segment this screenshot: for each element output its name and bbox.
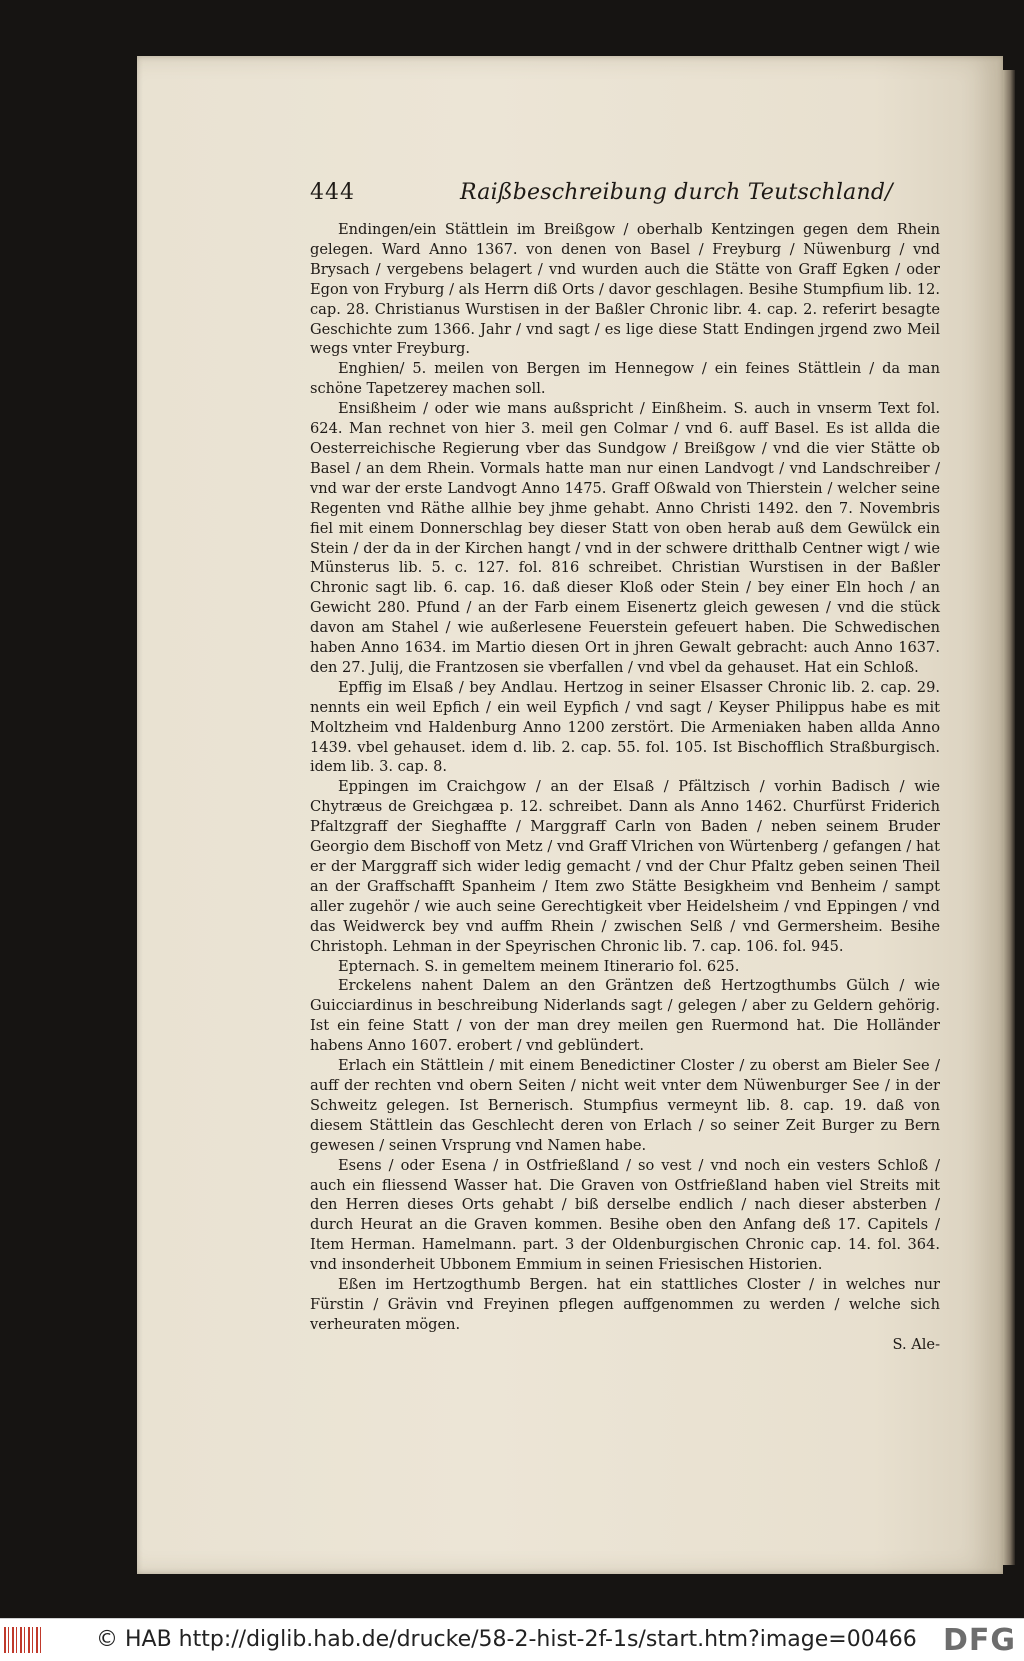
entry-endingen: Endingen/ein Stättlein im Breißgow / oberhalb Kentzingen gegen dem Rhein gelegen. Ward Anno 1367. von denen von Basel / Freyburg / Nüwenburg / vnd Brysach / vergebens belagert / vnd wurden auch die Stätte von Graff Egken / oder Egon von Fryburg / als Herrn diß Orts / davor geschlagen. Besihe Stumpfium lib. 12. cap. 28. Christianus Wurstisen in der Baßler Chronic libr. 4. cap. 2. referirt besagte Geschichte zum 1366. Jahr / vnd sagt / es lige diese Statt Endingen jrgend zwo Meil wegs vnter Freyburg. xyxy=(310,221,940,358)
source-url-link[interactable]: © HAB http://diglib.hab.de/drucke/58-2-hist-2f-1s/start.htm?image=00466 xyxy=(96,1627,917,1652)
entry-epternach: Epternach. S. in gemeltem meinem Itinerario fol. 625. xyxy=(338,957,740,975)
footer-bar xyxy=(0,1618,1024,1661)
page-text-block xyxy=(310,180,940,1355)
entry-esens: Esens / oder Esena / in Ostfrießland / so vest / vnd noch ein vesters Schloß / auch ein fliessend Wasser hat. Die Graven von Ostfrießland haben viel Streits mit den Herren dieses Orts gehabt / biß derselbe endlich / nach dieser absterben / durch Heurat an die Graven kommen. Besihe oben den Anfang deß 17. Capitels / Item Herman. Hamelmann. part. 3 der Oldenburgischen Chronic cap. 14. fol. 364. vnd insonderheit Ubbonem Emmium in seinen Friesischen Historien. xyxy=(310,1156,940,1274)
folio-number: 444 xyxy=(310,180,355,205)
entry-erlach: Erlach ein Stättlein / mit einem Benedictiner Closter / zu oberst am Bieler See / auff der rechten vnd obern Seiten / nicht weit vnter dem Nüwenburger See / in der Schweitz gelegen. Ist Bernerisch. Stumpfius vermeynt lib. 8. cap. 19. daß von diesem Stättlein das Geschlecht deren von Erlach / so seiner Zeit Burger zu Bern gewesen / seinen Vrsprung vnd Namen habe. xyxy=(310,1057,940,1154)
entry-essen: Eßen im Hertzogthumb Bergen. hat ein stattliches Closter / in welches nur Fürstin / Grävin vnd Freyinen pflegen auffgenommen zu werden / welche sich verheuraten mögen. xyxy=(310,1276,940,1333)
dfg-logo: DFG xyxy=(942,1623,1016,1658)
page-edge xyxy=(1003,70,1015,1565)
entries-list xyxy=(310,220,940,1335)
running-head xyxy=(310,180,940,212)
entry-enghien: Enghien/ 5. meilen von Bergen im Hennegow / ein feines Stättlein / da man schöne Tapetzerey machen soll. xyxy=(310,360,940,398)
entry-epffig: Epffig im Elsaß / bey Andlau. Hertzog in seiner Elsasser Chronic lib. 2. cap. 29. nennts ein weil Epfich / ein weil Eypfich / vnd sagt / Keyser Philippus habe es mit Moltzheim vnd Haldenburg Anno 1200 zerstört. Die Armeniaken haben allda Anno 1439. vbel gehauset. idem d. lib. 2. cap. 55. fol. 105. Ist Bischofflich Straßburgisch. idem lib. 3. cap. 8. xyxy=(310,678,940,776)
entry-ensisheim: Ensißheim / oder wie mans außspricht / Einßheim. S. auch in vnserm Text fol. 624. Man rechnet von hier 3. meil gen Colmar / vnd 6. auff Basel. Es ist allda die Oesterreichische Regierung vber das Sundgow / Breißgow / vnd die vier Stätte ob Basel / an dem Rhein. Vormals hatte man nur einen Landvogt / vnd Landschreiber / vnd war der erste Landvogt Anno 1475. Graff Oßwald von Thierstein / welcher seine Regenten vnd Räthe allhie bey jhme gehabt. Anno Christi 1492. den 7. Novembris fiel mit einem Donnerschlag bey dieser Statt von oben herab auß dem Gewülck ein Stein / der da in der Kirchen hangt / vnd in der schwere dritthalb Centner wigt / wie Münsterus lib. 5. c. 127. fol. 816 schreibet. Christian Wurstisen in der Baßler Chronic sagt lib. 6. cap. 16. daß dieser Kloß oder Stein / bey einer Eln hoch / an Gewicht 280. Pfund / an der Farb einem Eisenertz gleich gewesen / vnd die stück davon am Stahel / wie außerlesene Feuerstein gefeuert haben. Die Schwedischen haben Anno 1634. im Martio diesen Ort in jhren Gewalt gebracht: auch Anno 1637. den 27. Julij, die Frantzosen sie vberfallen / vnd vbel da gehauset. Hat ein Schloß. xyxy=(310,400,940,676)
entry-eppingen: Eppingen im Craichgow / an der Elsaß / Pfältzisch / vorhin Badisch / wie Chytræus de Greichgæa p. 12. schreibet. Dann als Anno 1462. Churfürst Friderich Pfaltzgraff der Sieghaffte / Marggraff Carln von Baden / neben seinem Bruder Georgio dem Bischoff von Metz / vnd Graff Vlrichen von Würtenberg / gefangen / hat er der Marggraff sich wider ledig gemacht / vnd der Chur Pfaltz geben seinen Theil an der Graffschafft Spanheim / Item zwo Stätte Besigkheim vnd Benheim / sampt aller zugehör / wie auch seine Gerechtigkeit vber Heidelsheim / vnd Eppingen / vnd das Weidwerck bey vnd auffm Rhein / zwischen Selß / vnd Germersheim. Besihe Christoph. Lehman in der Speyrischen Chronic lib. 7. cap. 106. fol. 945. xyxy=(310,778,940,955)
running-head-title: Raißbeschreibung durch Teutschland/ xyxy=(460,180,893,205)
catchword: S. Ale- xyxy=(892,1335,940,1353)
barcode-icon xyxy=(4,1627,44,1653)
entry-erckelens: Erckelens nahent Dalem an den Gräntzen deß Hertzogthumbs Gülch / wie Guicciardinus in beschreibung Niderlands sagt / gelegen / aber zu Geldern gehörig. Ist ein feine Statt / von der man drey meilen gen Ruermond hat. Die Holländer habens Anno 1607. erobert / vnd geblündert. xyxy=(310,977,940,1055)
